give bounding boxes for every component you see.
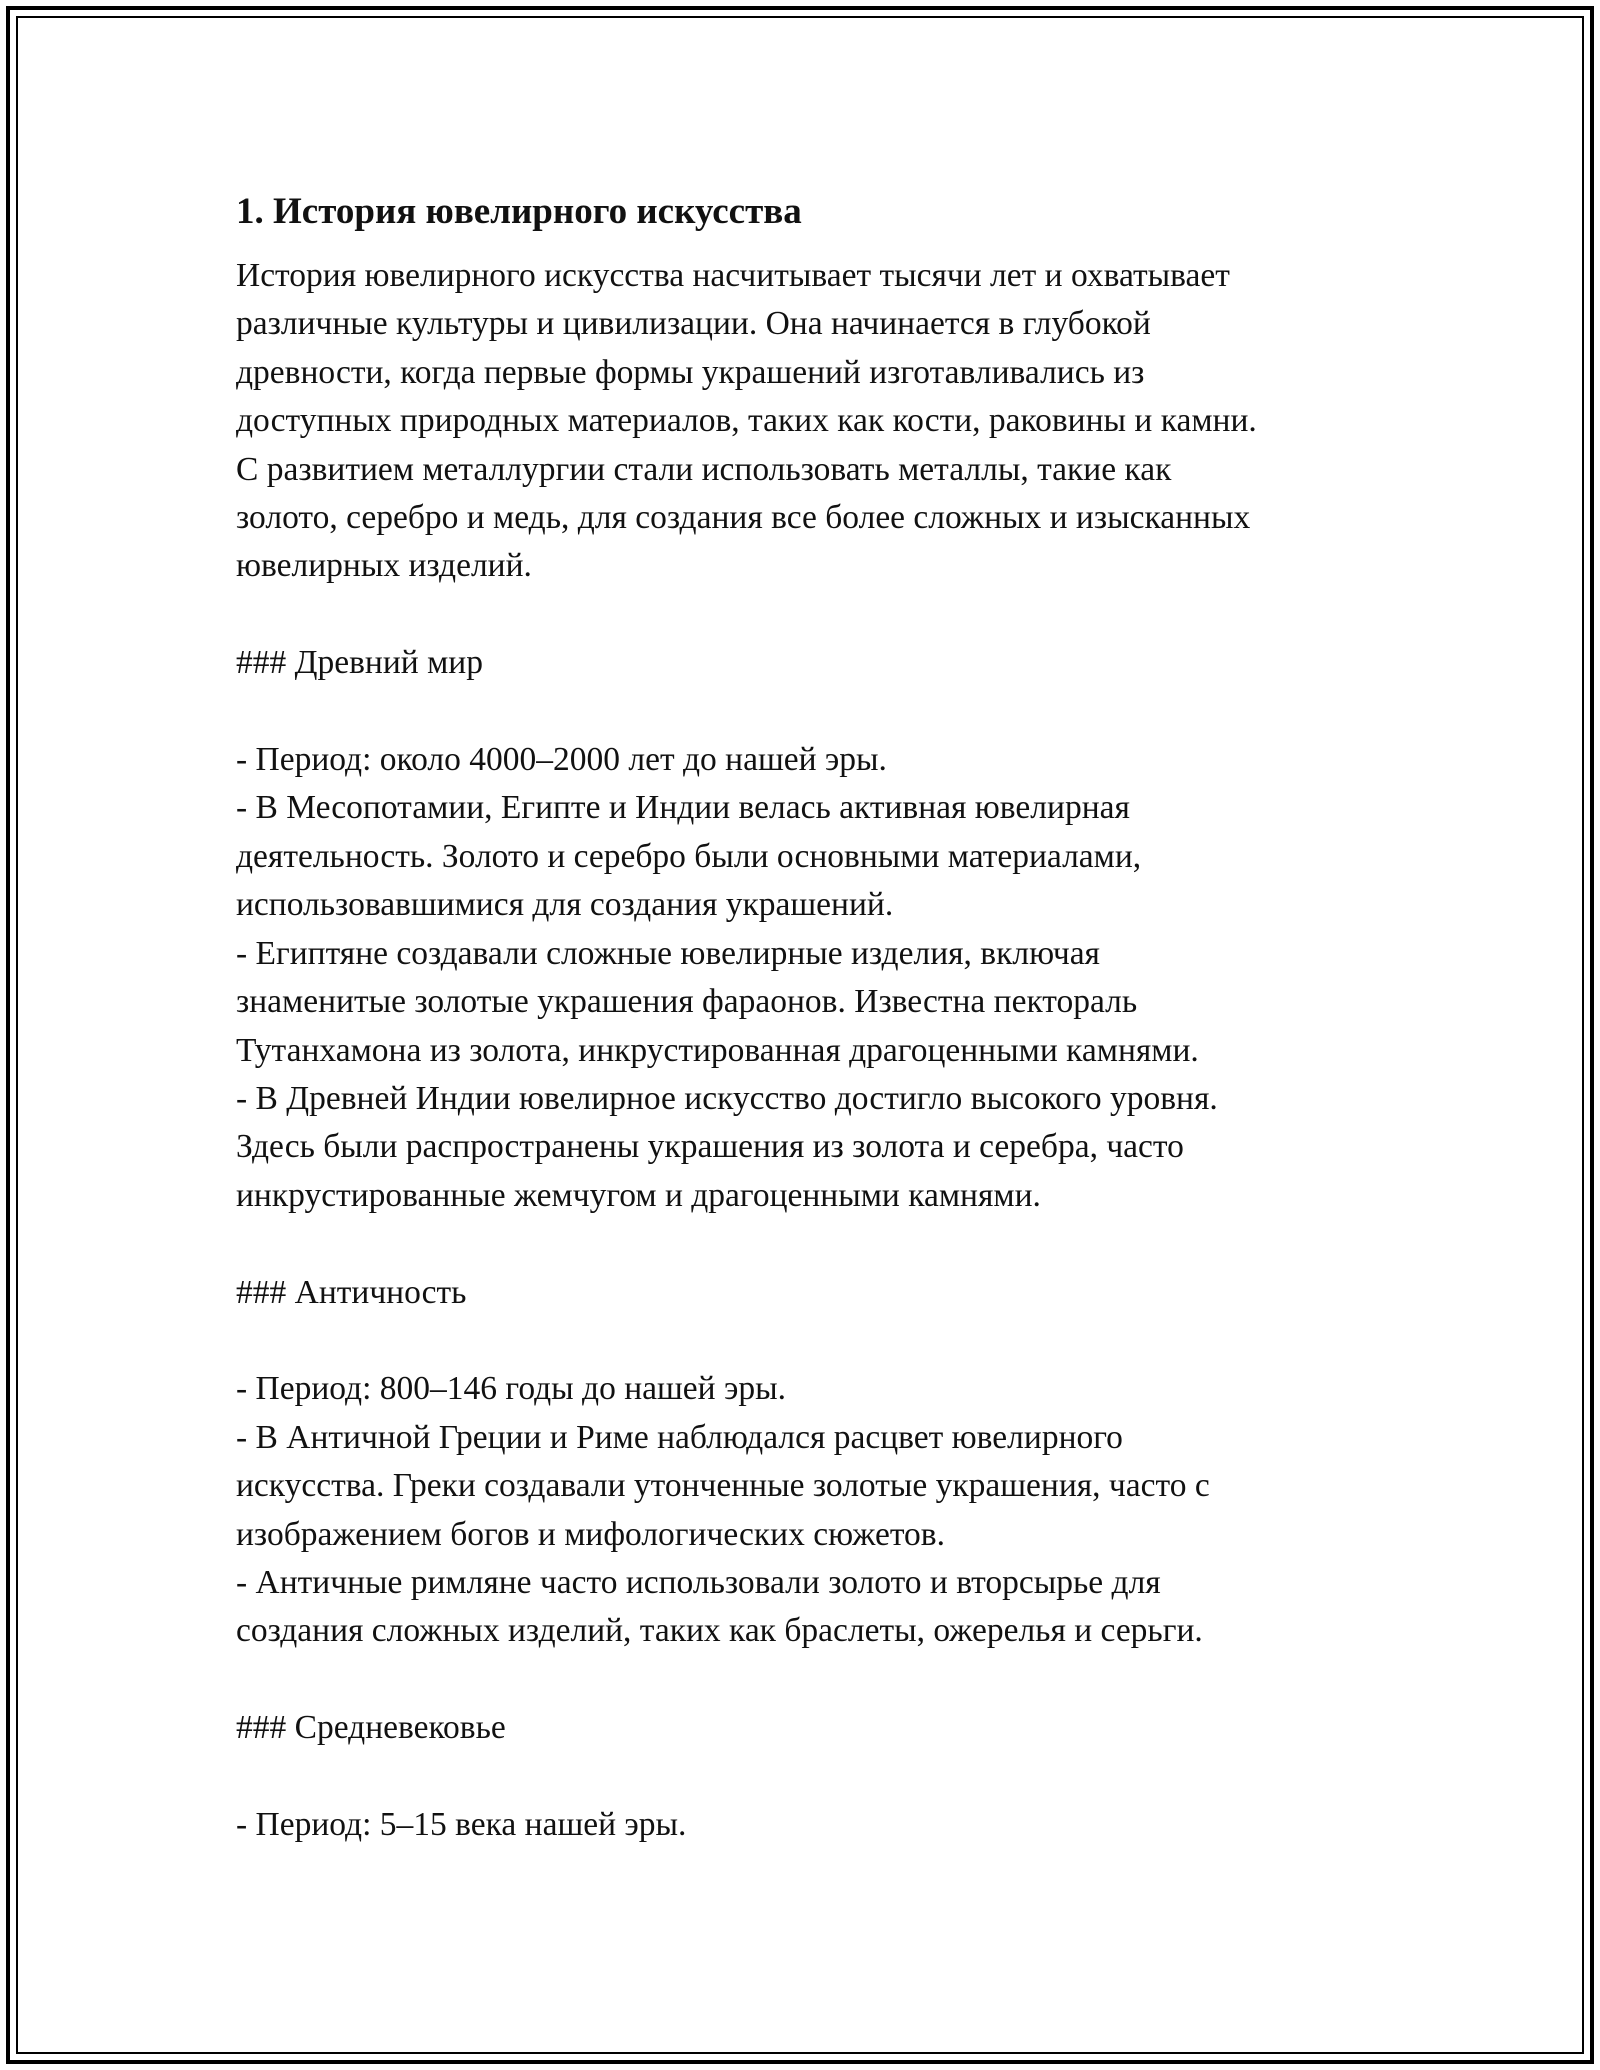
document-title: 1. История ювелирного искусства	[236, 191, 802, 232]
document-page	[236, 184, 1376, 1849]
document-body: История ювелирного искусства насчитывает тысячи лет и охватывает различные культуры и цивилизации. Она начинается в глубокой древности, когда первые формы украшений изготавливались из доступных природных материалов, таких как кости, раковины и камни. С развитием металлургии стали использовать металлы, такие как золото, серебро и медь, для создания все более сложных и изысканных ювелирных изделий. ### Древний мир - Период: около 4000–2000 лет до нашей эры. - В Месопотамии, Египте и Индии велась активная ювелирная деятельность. Золото и серебро были основными материалами, использовавшимися для создания украшений. - Египтяне создавали сложные ювелирные изделия, включая знаменитые золотые украшения фараонов. Известна пектораль Тутанхамона из золота, инкрустированная драгоценными камнями. - В Древней Индии ювелирное искусство достигло высокого уровня. Здесь были распространены украшения из золота и серебра, часто инкрустированные жемчугом и драгоценными камнями. ### Античность - Период: 800–146 годы до нашей эры. - В Античной Греции и Риме наблюдался расцвет ювелирного искусства. Греки создавали утонченные золотые украшения, часто с изображением богов и мифологических сюжетов. - Античные римляне часто использовали золото и вторсырье для создания сложных изделий, таких как браслеты, ожерелья и серьги. ### Средневековье - Период: 5–15 века нашей эры.	[236, 257, 1257, 1843]
